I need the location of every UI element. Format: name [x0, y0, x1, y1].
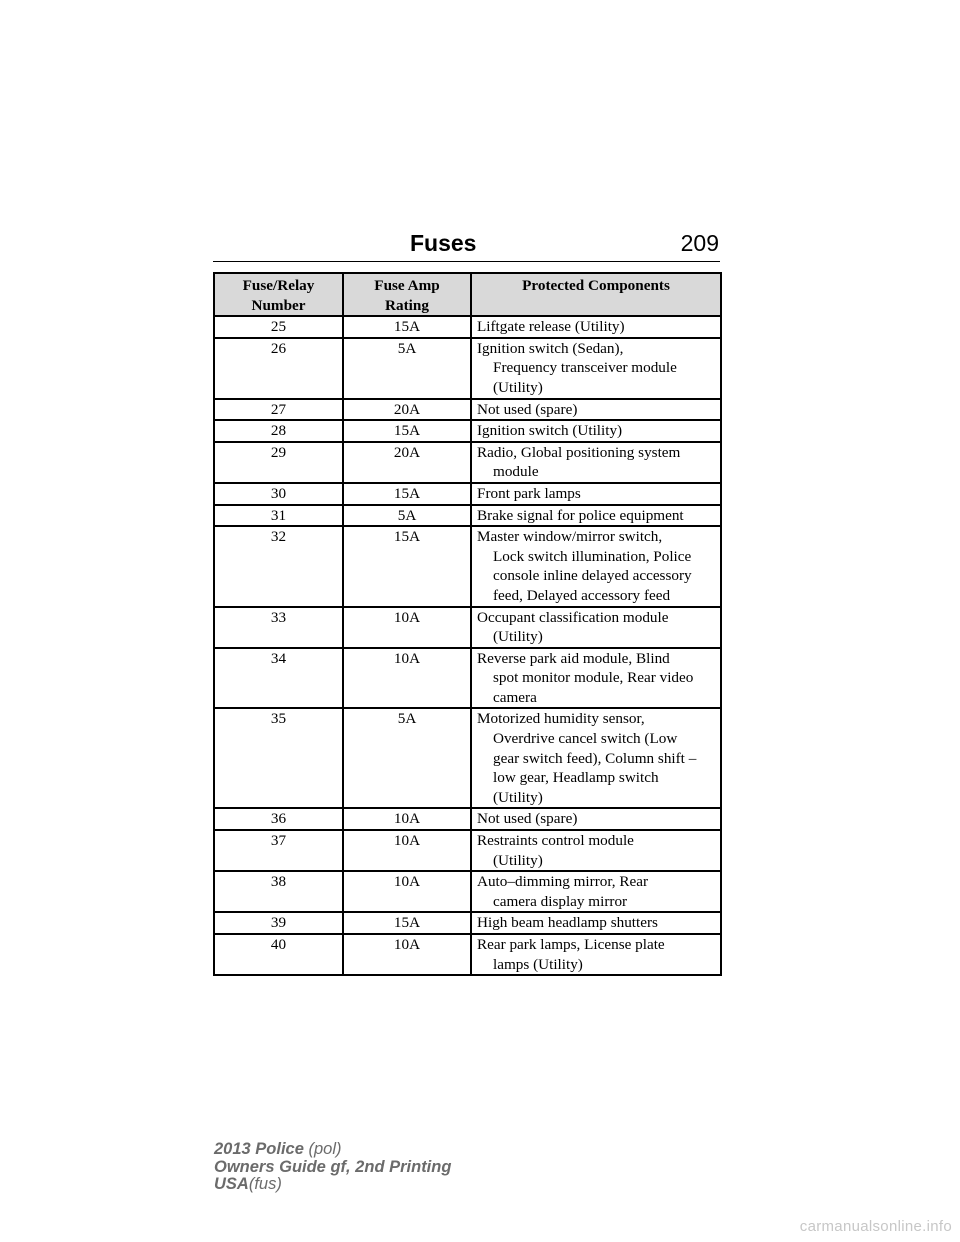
component-line: Rear park lamps, License plate [477, 936, 665, 953]
component-line: Ignition switch (Utility) [477, 422, 623, 440]
amp-rating-cell: 15A [343, 483, 471, 505]
col-header-line: Number [251, 296, 306, 314]
amp-rating-cell: 5A [343, 338, 471, 399]
fuse-number-cell: 39 [214, 912, 343, 934]
component-line: (Utility) [493, 788, 543, 806]
component-line: Liftgate release (Utility) [477, 318, 625, 336]
table-row [214, 526, 721, 606]
table-header-row [214, 273, 721, 316]
fuse-table-body [214, 316, 721, 975]
amp-rating-cell: 10A [343, 648, 471, 709]
component-line: spot monitor module, Rear video [493, 669, 694, 687]
component-line: lamps (Utility) [493, 955, 583, 973]
table-row [214, 420, 721, 442]
fuse-number-cell: 27 [214, 399, 343, 421]
table-row [214, 934, 721, 975]
table-row [214, 338, 721, 399]
section-title: Fuses [410, 230, 477, 256]
table-row [214, 442, 721, 483]
table-row [214, 316, 721, 338]
protected-components-cell [471, 338, 721, 399]
table-row [214, 871, 721, 912]
fuse-number-cell: 32 [214, 526, 343, 606]
component-line: (Utility) [493, 378, 543, 396]
protected-components-cell [471, 912, 721, 934]
amp-rating-cell: 15A [343, 912, 471, 934]
amp-rating-cell: 10A [343, 830, 471, 871]
component-line: (Utility) [493, 628, 543, 646]
component-line: module [493, 463, 539, 481]
component-line: Lock switch illumination, Police [493, 547, 692, 565]
footer-line-1 [214, 1141, 614, 1159]
fuse-number-cell: 36 [214, 808, 343, 830]
component-line: Not used (spare) [477, 810, 578, 828]
fuse-number-cell: 29 [214, 442, 343, 483]
amp-rating-cell: 10A [343, 871, 471, 912]
col-header-protected-components [471, 273, 721, 316]
component-line: Restraints control module [477, 832, 634, 850]
amp-rating-cell: 15A [343, 316, 471, 338]
fuse-number-cell: 37 [214, 830, 343, 871]
component-line: (Utility) [493, 851, 543, 869]
component-line: feed, Delayed accessory feed [493, 586, 671, 604]
protected-components-cell [471, 316, 721, 338]
fuse-table [213, 272, 722, 976]
table-row [214, 648, 721, 709]
component-line: Overdrive cancel switch (Low [493, 730, 678, 748]
table-row [214, 607, 721, 648]
component-line: Master window/mirror switch, [477, 528, 663, 546]
protected-components-cell [471, 442, 721, 483]
fuse-number-cell: 26 [214, 338, 343, 399]
amp-rating-cell: 10A [343, 808, 471, 830]
header-rule [213, 261, 720, 262]
fuse-number-cell: 33 [214, 607, 343, 648]
amp-rating-cell: 20A [343, 442, 471, 483]
protected-components-cell [471, 526, 721, 606]
amp-rating-cell: 15A [343, 420, 471, 442]
component-line: console inline delayed accessory [493, 567, 692, 585]
page-header [213, 226, 720, 260]
footer-guide: Owners Guide gf, 2nd Printing [214, 1157, 452, 1176]
protected-components-cell [471, 830, 721, 871]
fuse-number-cell: 38 [214, 871, 343, 912]
component-line: gear switch feed), Column shift – [493, 749, 697, 767]
fuse-number-cell: 28 [214, 420, 343, 442]
component-line: Auto–dimming mirror, Rear [477, 873, 649, 891]
footer-model-code: (pol) [308, 1140, 342, 1158]
table-row [214, 505, 721, 527]
table-row [214, 912, 721, 934]
col-header-fuse-number [214, 273, 343, 316]
col-header-line: Fuse Amp [374, 277, 440, 294]
component-line: camera [493, 688, 537, 706]
table-row [214, 708, 721, 808]
protected-components-cell [471, 648, 721, 709]
component-line: Occupant classification module [477, 608, 669, 626]
amp-rating-cell: 5A [343, 505, 471, 527]
watermark-text: carmanualsonline.info [799, 1218, 952, 1235]
component-line: Radio, Global positioning system [477, 443, 681, 461]
col-header-line: Rating [385, 296, 429, 314]
component-line: High beam headlamp shutters [477, 914, 658, 932]
component-line: low gear, Headlamp switch [493, 769, 659, 787]
component-line: Reverse park aid module, Blind [477, 649, 670, 667]
protected-components-cell [471, 420, 721, 442]
footer-line-2 [214, 1159, 614, 1177]
page-number: 209 [680, 230, 719, 256]
table-row [214, 830, 721, 871]
fuse-number-cell: 34 [214, 648, 343, 709]
protected-components-cell [471, 708, 721, 808]
table-row [214, 808, 721, 830]
fuse-number-cell: 31 [214, 505, 343, 527]
protected-components-cell [471, 871, 721, 912]
amp-rating-cell: 10A [343, 607, 471, 648]
protected-components-cell [471, 808, 721, 830]
table-row [214, 399, 721, 421]
table-row [214, 483, 721, 505]
footer-line-3 [214, 1176, 614, 1194]
footer-market: USA [214, 1175, 249, 1193]
protected-components-cell [471, 483, 721, 505]
amp-rating-cell: 10A [343, 934, 471, 975]
component-line: Brake signal for police equipment [477, 506, 684, 524]
col-header-line: Fuse/Relay [242, 277, 315, 294]
protected-components-cell [471, 934, 721, 975]
component-line: Frequency transceiver module [493, 359, 677, 377]
print-footer [214, 1141, 614, 1194]
component-line: Ignition switch (Sedan), [477, 339, 624, 357]
amp-rating-cell: 5A [343, 708, 471, 808]
amp-rating-cell: 20A [343, 399, 471, 421]
footer-model: 2013 Police [214, 1140, 304, 1158]
component-line: camera display mirror [493, 892, 628, 910]
component-line: Motorized humidity sensor, [477, 710, 645, 728]
fuse-number-cell: 30 [214, 483, 343, 505]
fuse-number-cell: 40 [214, 934, 343, 975]
amp-rating-cell: 15A [343, 526, 471, 606]
component-line: Not used (spare) [477, 400, 578, 418]
col-header-amp-rating [343, 273, 471, 316]
footer-market-code: (fus) [248, 1175, 282, 1193]
component-line: Front park lamps [477, 484, 581, 502]
protected-components-cell [471, 399, 721, 421]
col-header-line: Protected Components [522, 277, 670, 294]
protected-components-cell [471, 607, 721, 648]
fuse-number-cell: 35 [214, 708, 343, 808]
fuse-number-cell: 25 [214, 316, 343, 338]
protected-components-cell [471, 505, 721, 527]
